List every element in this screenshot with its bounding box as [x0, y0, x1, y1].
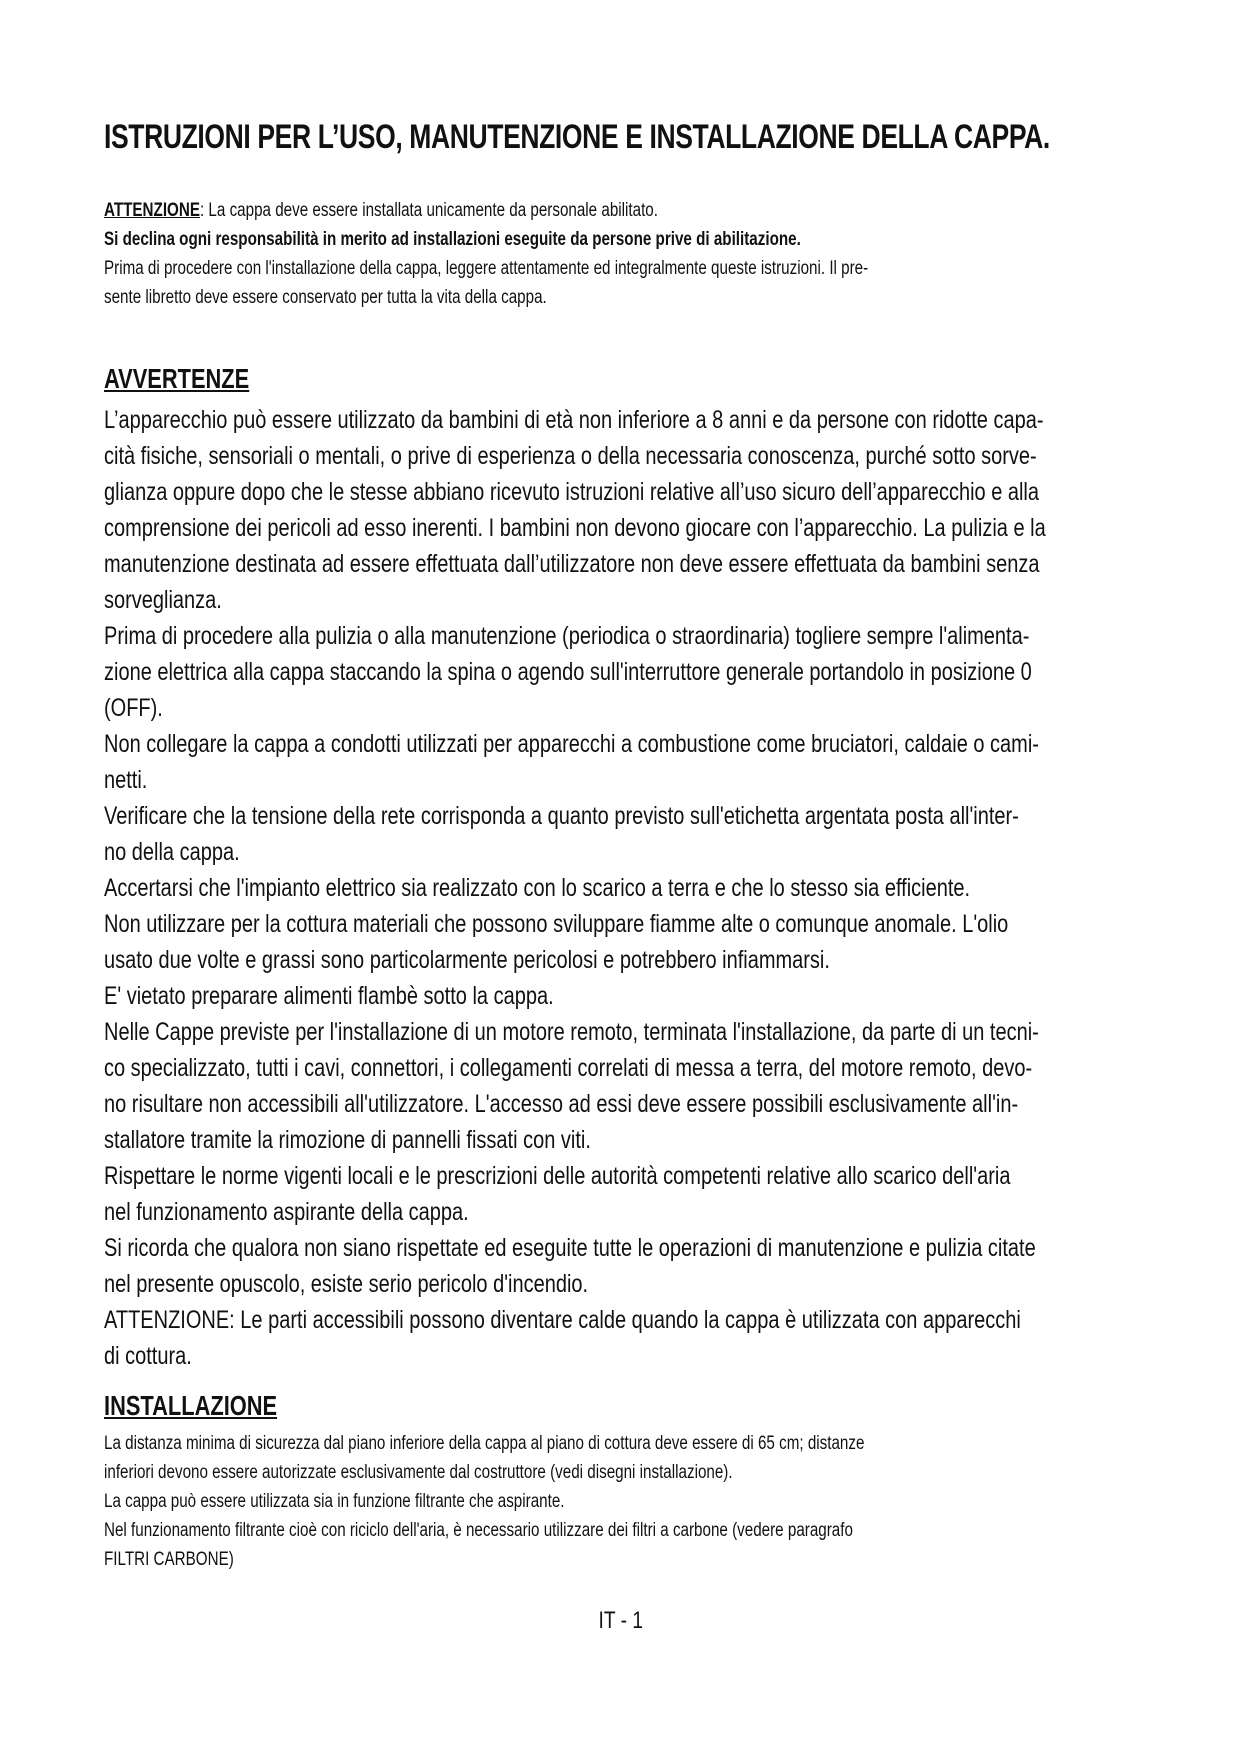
- text-line: Si ricorda che qualora non siano rispettate ed eseguite tutte le operazioni di manutenzione e pulizia citate: [104, 1234, 1036, 1262]
- text-line: usato due volte e grassi sono particolarmente pericolosi e potrebbero infiammarsi.: [104, 946, 830, 974]
- text-line: no della cappa.: [104, 838, 240, 866]
- text-line: L’apparecchio può essere utilizzato da bambini di età non inferiore a 8 anni e da persone con ridotte capa-: [104, 406, 1044, 434]
- text-line: di cottura.: [104, 1342, 192, 1370]
- page-footer: [0, 1607, 1241, 1635]
- text-line: manutenzione destinata ad essere effettuata dall’utilizzatore non deve essere effettuata da bambini senza: [104, 550, 1040, 578]
- text-line: co specializzato, tutti i cavi, connettori, i collegamenti correlati di messa a terra, del motore remoto, devo-: [104, 1054, 1033, 1082]
- text-line: La distanza minima di sicurezza dal piano inferiore della cappa al piano di cottura deve essere di 65 cm; distanze: [104, 1433, 865, 1454]
- text-line: La cappa può essere utilizzata sia in funzione filtrante che aspirante.: [104, 1491, 565, 1512]
- text-line: nel presente opuscolo, esiste serio pericolo d'incendio.: [104, 1270, 589, 1298]
- attention-label: ATTENZIONE: [104, 200, 200, 221]
- avvertenze-heading: AVVERTENZE: [104, 363, 250, 394]
- disclaimer-line: Si declina ogni responsabilità in merito ad installazioni eseguite da persone prive di abilitazione.: [104, 229, 801, 250]
- text-line: Prima di procedere alla pulizia o alla manutenzione (periodica o straordinaria) togliere sempre l'alimenta-: [104, 622, 1030, 650]
- text-line: ATTENZIONE: Le parti accessibili possono diventare calde quando la cappa è utilizzata con apparecchi: [104, 1306, 1021, 1334]
- installazione-text: [104, 1429, 1144, 1574]
- attention-line: [104, 196, 936, 225]
- text-line: netti.: [104, 766, 148, 794]
- text-line: nel funzionamento aspirante della cappa.: [104, 1198, 469, 1226]
- text-line: Prima di procedere con l'installazione della cappa, leggere attentamente ed integralmente queste istruzioni. Il pre-: [104, 258, 869, 279]
- text-line: no risultare non accessibili all'utilizzatore. L'accesso ad essi deve essere possibili esclusivamente all'in-: [104, 1090, 1019, 1118]
- text-line: sorveglianza.: [104, 586, 222, 614]
- text-line: cità fisiche, sensoriali o mentali, o prive di esperienza o della necessaria conoscenza, purché sotto sorve-: [104, 442, 1037, 470]
- text-line: Nel funzionamento filtrante cioè con riciclo dell'aria, è necessario utilizzare dei filtri a carbone (vedere paragrafo: [104, 1520, 853, 1541]
- attention-text: : La cappa deve essere installata unicamente da personale abilitato.: [199, 200, 658, 221]
- text-line: Non utilizzare per la cottura materiali che possono sviluppare fiamme alte o comunque anomale. L'olio: [104, 910, 1009, 938]
- text-line: Nelle Cappe previste per l'installazione di un motore remoto, terminata l'installazione, da parte di un tecni-: [104, 1018, 1039, 1046]
- text-line: Verificare che la tensione della rete corrisponda a quanto previsto sull'etichetta argentata posta all'inter-: [104, 802, 1019, 830]
- text-line: glianza oppure dopo che le stesse abbiano ricevuto istruzioni relative all’uso sicuro dell’apparecchio e alla: [104, 478, 1039, 506]
- avvertenze-text: [104, 402, 1144, 1374]
- page-number: IT - 1: [598, 1607, 643, 1634]
- text-line: Accertarsi che l'impianto elettrico sia realizzato con lo scarico a terra e che lo stesso sia efficiente.: [104, 874, 971, 902]
- text-line: FILTRI CARBONE): [104, 1549, 234, 1570]
- text-line: stallatore tramite la rimozione di pannelli fissati con viti.: [104, 1126, 591, 1154]
- installazione-heading: INSTALLAZIONE: [104, 1390, 278, 1421]
- intro-paragraph: [104, 254, 1144, 312]
- text-line: inferiori devono essere autorizzate esclusivamente dal costruttore (vedi disegni installazione).: [104, 1462, 733, 1483]
- text-line: (OFF).: [104, 694, 163, 722]
- text-line: sente libretto deve essere conservato per tutta la vita della cappa.: [104, 287, 547, 308]
- text-line: comprensione dei pericoli ad esso inerenti. I bambini non devono giocare con l’apparecchio. La pulizia e la: [104, 514, 1046, 542]
- text-line: Rispettare le norme vigenti locali e le prescrizioni delle autorità competenti relative allo scarico dell'aria: [104, 1162, 1011, 1190]
- text-line: zione elettrica alla cappa staccando la spina o agendo sull'interruttore generale portandolo in posizione 0: [104, 658, 1032, 686]
- text-line: Non collegare la cappa a condotti utilizzati per apparecchi a combustione come bruciatori, caldaie o cami-: [104, 730, 1039, 758]
- text-line: E' vietato preparare alimenti flambè sotto la cappa.: [104, 982, 554, 1010]
- page-title: ISTRUZIONI PER L’USO, MANUTENZIONE E INSTALLAZIONE DELLA CAPPA.: [104, 118, 1050, 156]
- intro-section: [104, 196, 1144, 312]
